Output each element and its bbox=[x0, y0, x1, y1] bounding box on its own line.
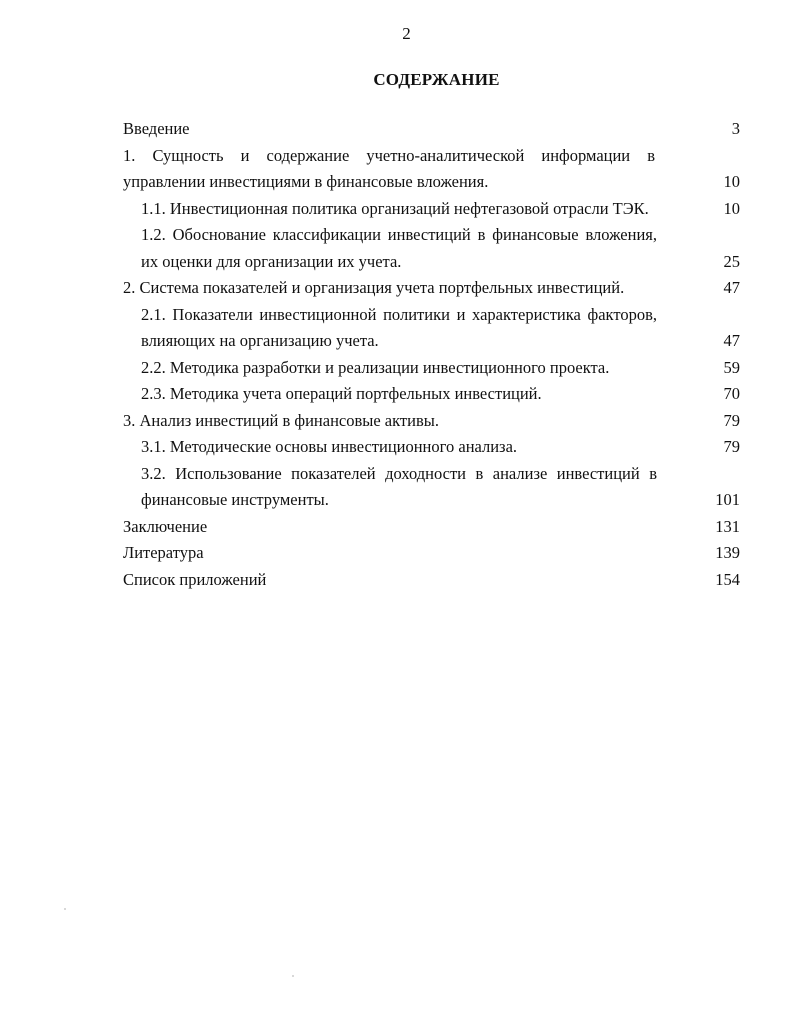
toc-entry-text: 2.1. Показатели инвестиционной политики и характеристика факторов, влияющих на организацию учета. bbox=[141, 304, 657, 350]
toc-entry-page: 3 bbox=[731, 119, 740, 138]
toc-entry bbox=[0, 434, 793, 461]
scan-speck bbox=[64, 908, 66, 910]
toc-entry-page: 10 bbox=[723, 172, 740, 191]
toc-entry-text: Список приложений bbox=[123, 569, 267, 589]
toc-entry-page: 70 bbox=[723, 384, 740, 403]
toc-entry-page: 25 bbox=[723, 251, 740, 271]
toc-entry-text: 3.1. Методические основы инвестиционного анализа. bbox=[141, 437, 518, 456]
toc-entry-page: 131 bbox=[715, 516, 740, 536]
toc-entry bbox=[0, 143, 793, 196]
toc-entry bbox=[0, 116, 793, 143]
scan-speck bbox=[292, 975, 294, 977]
toc-entry-page: 47 bbox=[723, 278, 740, 297]
toc-entry-text: 2. Система показателей и организация учета портфельных инвестиций. bbox=[123, 278, 625, 297]
toc-entry-text: 1. Сущность и содержание учетно-аналитической информации в управлении инвестициями в финансовые вложения. bbox=[123, 145, 655, 191]
toc-entry-page: 101 bbox=[715, 490, 740, 509]
toc-entry-text: 2.2. Методика разработки и реализации инвестиционного проекта. bbox=[141, 357, 610, 377]
toc-title: СОДЕРЖАНИЕ bbox=[373, 70, 500, 89]
toc-entry-page: 47 bbox=[723, 331, 740, 350]
toc-entry-page: 79 bbox=[723, 410, 740, 430]
toc-entry bbox=[0, 514, 793, 541]
toc-entry bbox=[0, 461, 793, 514]
toc-entry-page: 10 bbox=[723, 198, 740, 218]
toc-entry-text: 1.2. Обоснование классификации инвестиций в финансовые вложения, их оценки для организации их учета. bbox=[141, 225, 657, 271]
toc-entry-page: 139 bbox=[715, 543, 740, 562]
toc-entry-text: Литература bbox=[123, 543, 204, 562]
toc-entry-text: 1.1. Инвестиционная политика организаций нефтегазовой отрасли ТЭК. bbox=[141, 198, 649, 218]
toc-entry-text: Заключение bbox=[123, 516, 208, 536]
toc-entry-page: 154 bbox=[715, 569, 740, 589]
table-of-contents bbox=[0, 116, 793, 593]
toc-entry bbox=[0, 355, 793, 382]
page-number: 2 bbox=[402, 24, 411, 43]
toc-entry-text: 3.2. Использование показателей доходности в анализе инвестиций в финансовые инструменты. bbox=[141, 463, 657, 509]
toc-entry-text: Введение bbox=[123, 119, 190, 138]
toc-entry-page: 59 bbox=[723, 357, 740, 377]
toc-entry bbox=[0, 540, 793, 567]
toc-entry-text: 2.3. Методика учета операций портфельных инвестиций. bbox=[141, 384, 542, 403]
toc-entry bbox=[0, 381, 793, 408]
toc-entry-text: 3. Анализ инвестиций в финансовые активы. bbox=[123, 410, 439, 430]
toc-entry bbox=[0, 302, 793, 355]
toc-entry bbox=[0, 196, 793, 223]
toc-entry bbox=[0, 567, 793, 594]
toc-entry bbox=[0, 275, 793, 302]
toc-entry bbox=[0, 222, 793, 275]
toc-entry-page: 79 bbox=[723, 437, 740, 456]
toc-entry bbox=[0, 408, 793, 435]
